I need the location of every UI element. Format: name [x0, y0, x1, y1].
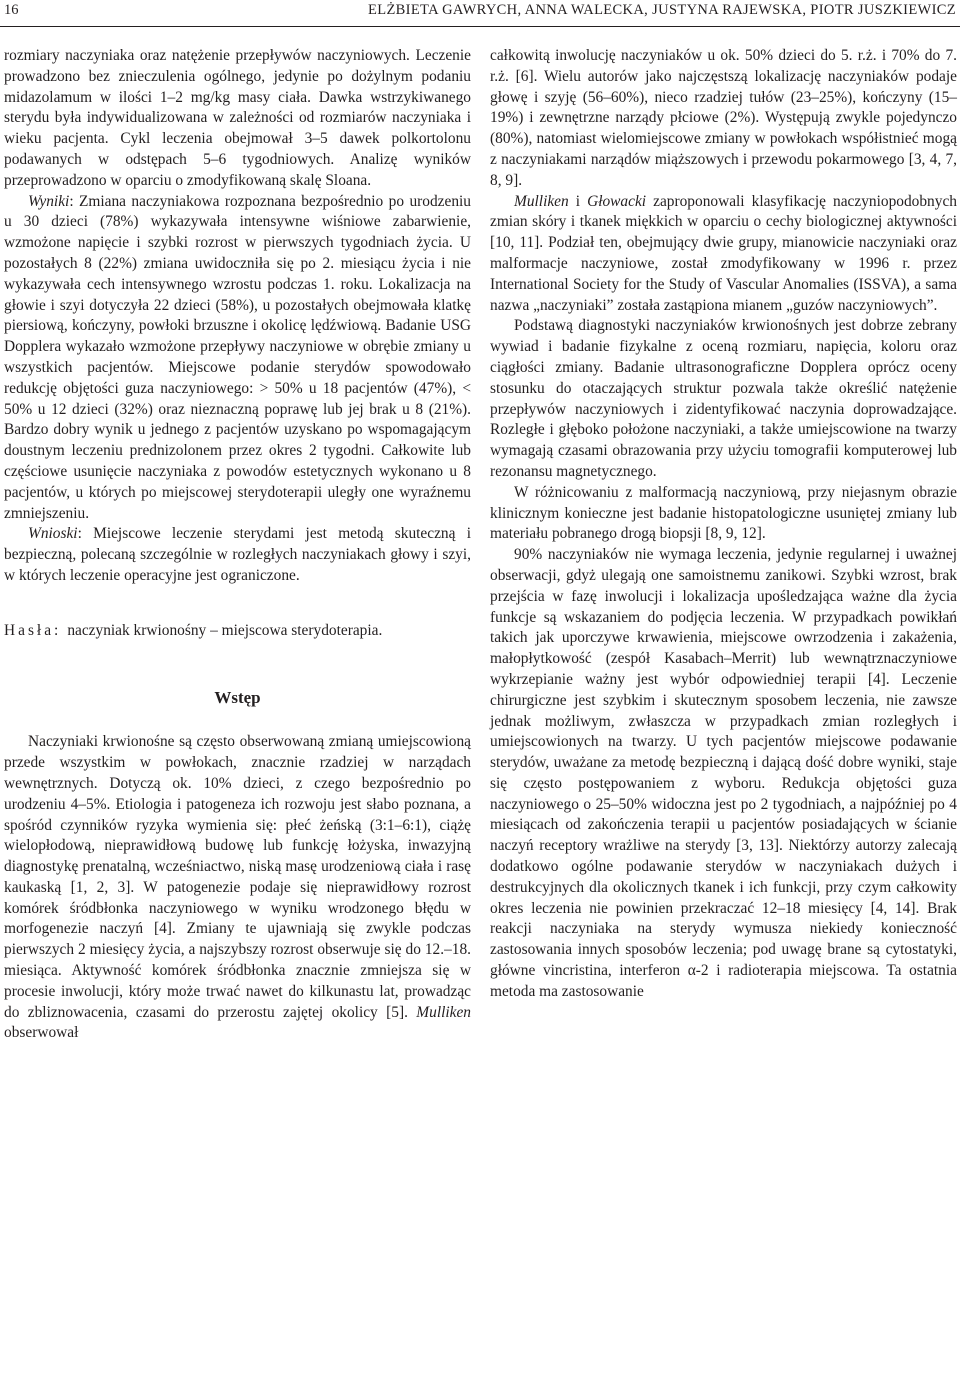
results-text: : Zmiana naczyniakowa rozpoznana bezpośrednio po urodzeniu u 30 dzieci (78%) wykazywała intensywne wiśniowe zabarwienie, wzmożone napięcie i szybki rozrost w pierwszych tygodniach życia. U pozostałych 8 (22%) zmiana uwidoczniła się po 2. miesiącu życia i nie wykazywała cech intensywnego wzrostu podczas 1. roku. Lokalizacja na głowie i szyi dotyczyła 22 dzieci (58%), u pozostałych obejmowała klatkę piersiową, kończyny, powłoki brzuszne i okolicę lędźwiową. Badanie USG Dopplera wykazało wzmożone przepływy naczyniowe w obrębie zmiany u wszystkich pacjentów. Miejscowe podanie sterydów spowodowało redukcję objętości guza naczyniowego: > 50% u 18 pacjentów (47%), < 50% u 12 dzieci (32%) oraz nieznaczną poprawę lub jej brak u 8 (21%). Bardzo dobry wynik u jednego z pacjentów uzyskano po wspomagającym doustnym leczeniu prednizolonem przez okres 2 tygodni. Całkowite lub częściowe usunięcie naczyniaka z powodów estetycznych wykonano u 8 pacjentów, u których po miejscowej sterydoterapii uległy one wyraźnemu zmniejszeniu.: [4, 192, 471, 522]
intro-paragraph: [4, 732, 471, 1044]
results-label: Wyniki: [28, 192, 70, 210]
paragraph-diagnostics: Podstawą diagnostyki naczyniaków krwionośnych jest dobrze zebrany wywiad i badanie fizykalne z oceną rozmiaru, napięcia, koloru oraz ciągłości zmiany. Badanie ultrasonograficzne Dopplera oprócz oceny stosunku do otaczających struktur pozwala także określić natężenie przepływów naczyniowych i zidentyfikować naczynia doprowadzające. Rozległe i głęboko położone naczyniaki, a także umiejscowione na twarzy wymagają czasami obrazowania przy użyciu tomografii komputerowej lub rezonansu magnetycznego.: [490, 317, 957, 480]
classification-text: zaproponowali klasyfikację naczyniopodobnych zmian skóry i tkanek miękkich w oparciu o cechy biologicznej aktywności [10, 11]. Podział ten, obejmujący dwie grupy, mianowicie naczyniaki oraz malformacje naczyniowe, został zmodyfikowany w 1996 r. przez International Society for the Study of Vascular Anomalies (ISSVA), a sama nazwa „naczyniaki” została zastąpiona mianem „guzów naczyniowych”.: [490, 192, 957, 314]
paragraph-differentiation: W różnicowaniu z malformacją naczyniową, przy niejasnym obrazie klinicznym konieczne jest badanie histopatologiczne usuniętej zmiany lub materiału pobranego drogą biopsji [8, 9, 12].: [490, 483, 957, 543]
running-head-authors: ELŻBIETA GAWRYCH, ANNA WALECKA, JUSTYNA RAJEWSKA, PIOTR JUSZKIEWICZ: [368, 2, 956, 18]
header-rule: [0, 26, 960, 27]
conclusions-label: Wnioski: [28, 525, 78, 543]
page-header: [0, 0, 960, 24]
paragraph-treatment: 90% naczyniaków nie wymaga leczenia, jedynie regularnej i uważnej obserwacji, gdyż ulegają one samoistnemu zanikowi. Szybki wzrost, brak przejścia w fazę inwolucji i lokalizacja upośledzająca ważne dla życia funkcje są wskazaniem do podjęcia leczenia. W przypadkach powikłań takich jak uporczywe krwawienia, miejscowe owrzodzenia i zakażenia, małopłytkowość (zespół Kasabach–Merrit) lub wewnątrznaczyniowe wykrzepianie ważny jest wybór odpowiedniej terapii [4]. Leczenie chirurgiczne jest szybkim i skutecznym sposobem leczenia, nie zawsze jednak możliwym, zwłaszcza w przypadkach zmian rozległych i umiejscowionych na twarzy. U tych pacjentów miejscowe podawanie sterydów, uważane za metodę bezpieczną i dającą dość dobre wyniki, staje się często postępowaniem z wyboru. Redukcja objętości guza naczyniowego o 25–50% widoczna jest po 2 tygodniach, a najpóźniej po 4 miesiącach od zakończenia terapii u pacjentów posiadających w ścianie naczyń receptory wrażliwe na sterydy [3, 13]. Niektórzy autorzy zalecają dodatkowo ogólne podawanie sterydów w naczyniakach dużych i destrukcyjnych dla okolicznych tkanek i ich funkcji, przy czym całkowity okres leczenia nie powinien przekraczać 12–18 miesięcy [4, 14]. Brak reakcji naczyniaka na sterydy wymusza niekiedy konieczność zastosowania innych sposobów leczenia; pod uwagę brane są cytostatyki, główne vincristina, interferon α-2 i radioterapia miejscowa. Ta ostatnia metoda ma zastosowanie: [490, 546, 957, 1000]
right-column: [490, 46, 957, 1003]
methods-text: rozmiary naczyniaka oraz natężenie przepływów naczyniowych. Leczenie prowadzono bez znieczulenia ogólnego, jedynie po dożylnym podaniu midazolamum w ilości 1–2 mg/kg masy ciała. Dawka wstrzykiwanego sterydu była indywidualizowana w zależności od rozmiarów naczyniaka i wieku pacjenta. Cykl leczenia obejmował 3–5 dawek polkortolonu podawanych w odstępach 5–6 tygodniowych. Analizę wyników przeprowadzono w oparciu o zmodyfikowaną skalę Sloana.: [4, 47, 471, 189]
paragraph-classification: Mulliken i Głowacki zaproponowali klasyfikację naczyniopodobnych zmian skóry i tkanek miękkich w oparciu o cechy biologicznej aktywności [10, 11]. Podział ten, obejmujący dwie grupy, mianowicie naczyniaki oraz malformacje naczyniowe, został zmodyfikowany w 1996 r. przez International Society for the Study of Vascular Anomalies (ISSVA), a sama nazwa „naczyniaki” została zastąpiona mianem „guzów naczyniowych”.: [490, 192, 957, 314]
methods-paragraph: [4, 46, 471, 192]
author-name-glowacki: Głowacki: [587, 192, 647, 210]
intro-author-name: Mulliken: [416, 1003, 471, 1021]
left-column: [4, 46, 471, 1044]
author-name-mulliken: Mulliken: [514, 192, 569, 210]
intro-text: Naczyniaki krwionośne są często obserwowaną zmianą umiejscowioną przede wszystkim w powłokach, znacznie rzadziej w narządach wewnętrznych. Dotyczą ok. 10% dzieci, z czego bezpośrednio po urodzeniu 4–5%. Etiologia i patogeneza ich rozwoju jest słabo poznana, a spośród czynników ryzyka wymienia się: płeć żeńską (3:1–6:1), ciążę wielopłodową, nieprawidłową budowę lub funkcję łożyska, inwazyjną diagnostykę prenatalną, wcześniactwo, niską masę urodzeniową ciała i rasę kaukaską [1, 2, 3]. W patogenezie podaje się nieprawidłowy rozrost komórek śródbłonka naczyniowego w wyniku wrodzonego błędu w morfogenezie naczyń [4]. Zmiany te ujawniają się zwykle podczas pierwszych 2 miesięcy życia, a najszybszy rozrost obserwuje się do 12.–18. miesiąca. Aktywność komórek śródbłonka znacznie zmniejsza się w procesie inwolucji, który może trwać nawet do kilkunastu lat, prowadząc do zbliznowacenia, czasami do przerostu zajętej okolicy [5].: [4, 733, 471, 1021]
conclusions-paragraph: [4, 524, 471, 586]
page-number: 16: [4, 2, 19, 18]
paragraph-localization: całkowitą inwolucję naczyniaków u ok. 50% dzieci do 5. r.ż. i 70% do 7. r.ż. [6]. Wielu autorów jako najczęstszą lokalizację naczyniaków podaje głowę i szyję (56–60%), nieco rzadziej tułów (23–25%), kończyny (15–19%) i zewnętrzne narządy płciowe (2%). Występują zwykle pojedynczo (80%), natomiast wielomiejscowe zmiany w powłokach współistnieć mogą z naczyniakami narządów miąższowych i przewodu pokarmowego [3, 4, 7, 8, 9].: [490, 47, 957, 189]
keywords: [4, 621, 471, 642]
results-paragraph: [4, 192, 471, 525]
section-title: Wstęp: [214, 687, 261, 707]
intro-tail: obserwował: [4, 1024, 79, 1042]
keywords-text: naczyniak krwionośny – miejscowa sterydoterapia.: [67, 621, 383, 639]
conclusions-text: : Miejscowe leczenie sterydami jest metodą skuteczną i bezpieczną, polecaną szczególnie w rozległych naczyniakach głowy i szyi, w których leczenie operacyjne jest ograniczone.: [4, 525, 471, 584]
keywords-label: Hasła:: [4, 621, 62, 639]
